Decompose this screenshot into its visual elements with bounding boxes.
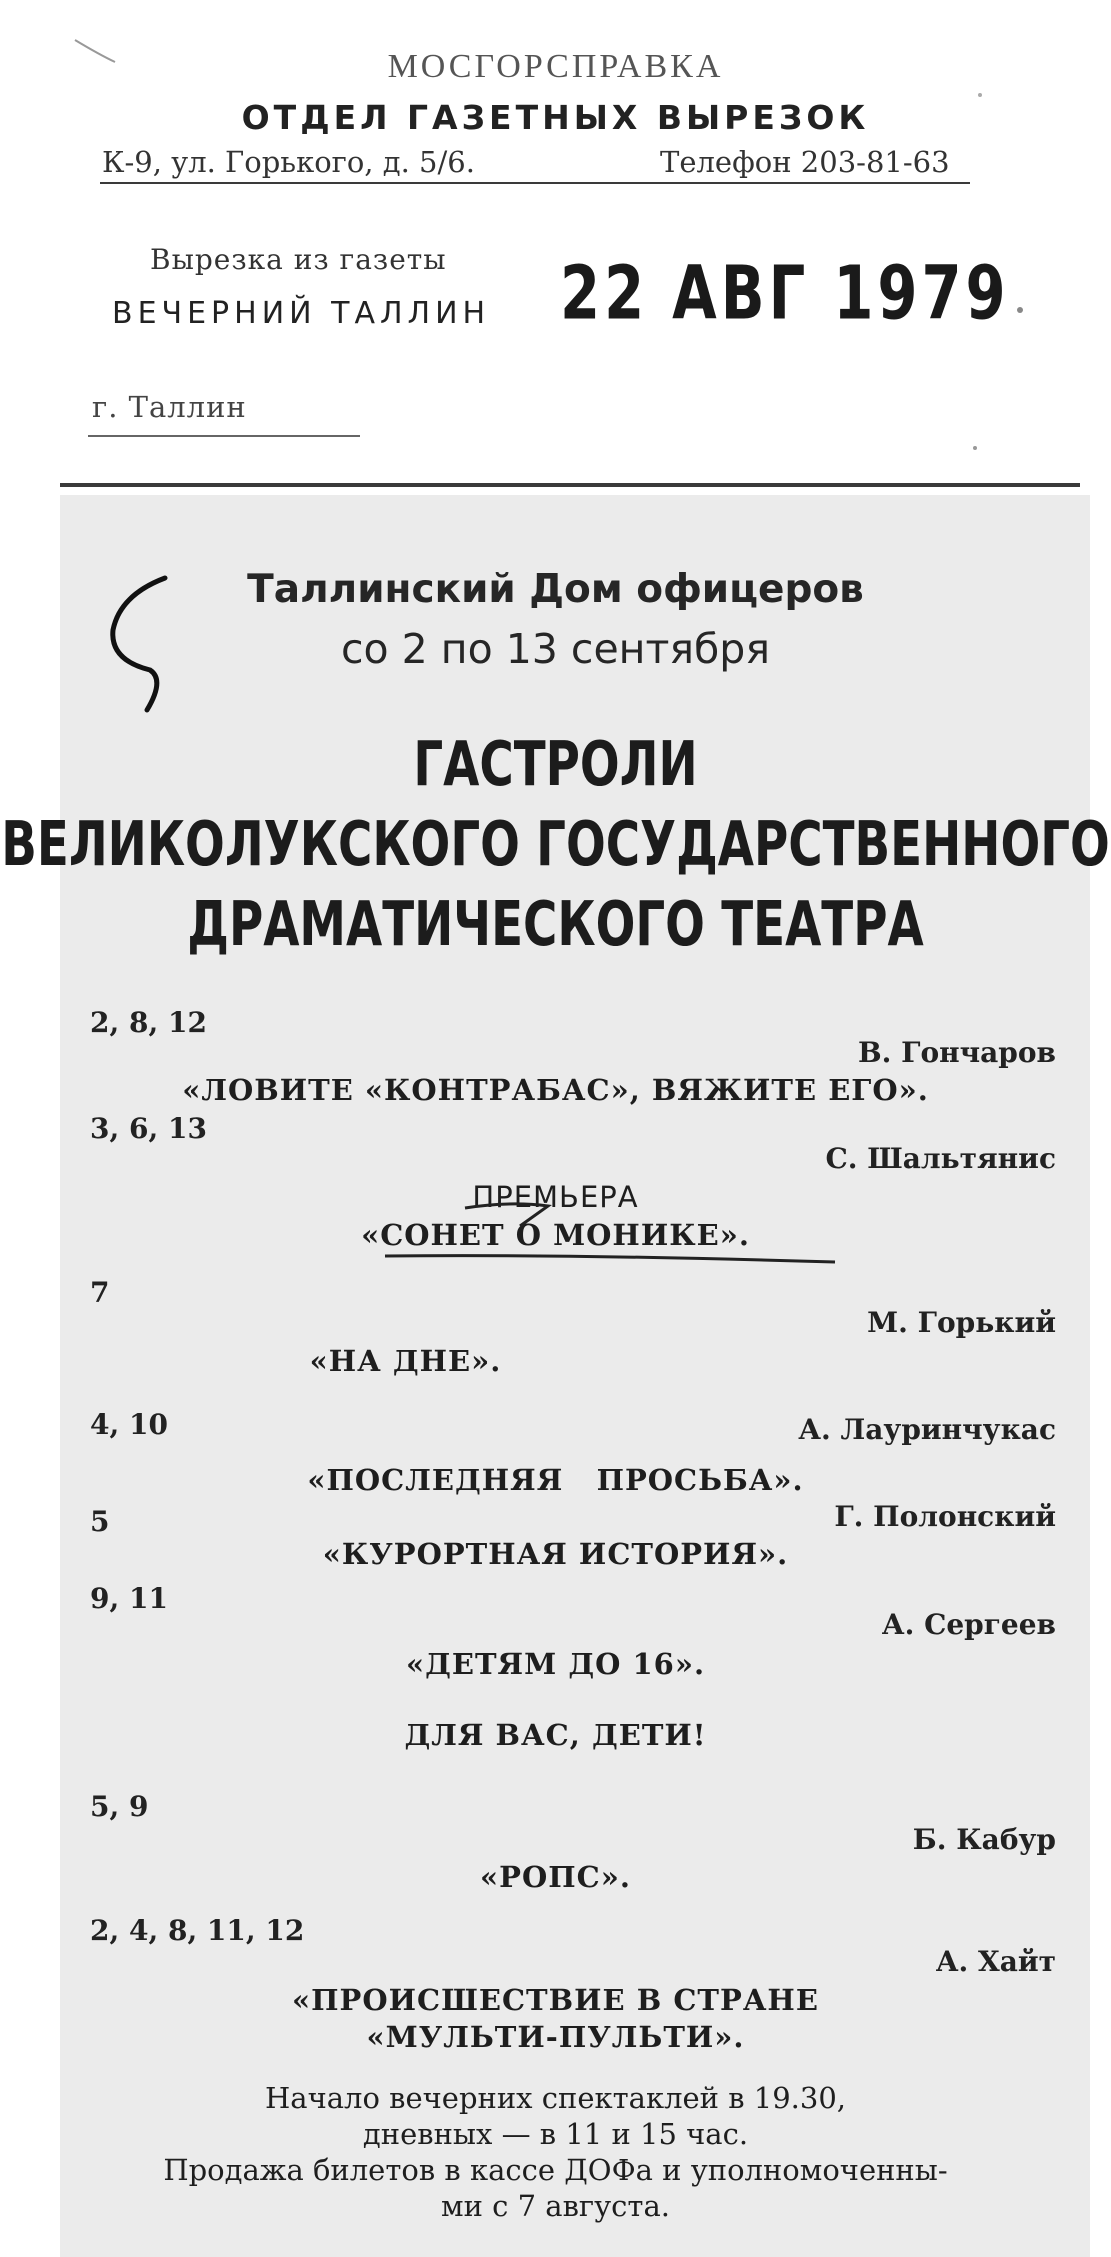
date-stamp: 22 АВГ 1979: [560, 252, 1010, 338]
play-title: «КУРОРТНАЯ ИСТОРИЯ».: [322, 1537, 789, 1571]
play-title: «ДЕТЯМ ДО 16».: [405, 1647, 706, 1681]
play-title: «СОНЕТ О МОНИКЕ».: [361, 1218, 750, 1252]
play-author: М. Горький: [867, 1306, 1056, 1339]
headline-line-3: ДРАМАТИЧЕСКОГО ТЕАТРА: [187, 889, 924, 961]
play-title: «РОПС».: [480, 1860, 631, 1894]
notes-line-3: Продажа билетов в кассе ДОФа и уполномоченны-: [163, 2153, 948, 2187]
notes-line-2: дневных — в 11 и 15 час.: [362, 2117, 749, 2151]
play-author: А. Сергеев: [881, 1608, 1056, 1641]
agency-address: К-9, ул. Горького, д. 5/6.: [102, 145, 475, 179]
play-title: «ЛОВИТЕ «КОНТРАБАС», ВЯЖИТЕ ЕГО».: [182, 1073, 929, 1107]
notes-line-4: ми с 7 августа.: [441, 2189, 670, 2223]
play-days: 4, 10: [90, 1408, 168, 1441]
play-title: «ПОСЛЕДНЯЯ ПРОСЬБА».: [307, 1463, 804, 1497]
play-title-line-2: «МУЛЬТИ-ПУЛЬТИ».: [366, 2020, 745, 2054]
tour-dates: со 2 по 13 сентября: [341, 625, 770, 673]
play-author: Г. Полонский: [834, 1500, 1056, 1533]
venue: Таллинский Дом офицеров: [247, 567, 864, 612]
agency-phone: Телефон 203-81-63: [660, 145, 950, 179]
newspaper-name: ВЕЧЕРНИЙ ТАЛЛИН: [112, 296, 491, 331]
premiere-label: ПРЕМЬЕРА: [472, 1180, 639, 1214]
department-name: ОТДЕЛ ГАЗЕТНЫХ ВЫРЕЗОК: [241, 98, 870, 137]
play-days: 9, 11: [90, 1582, 168, 1615]
play-title-line-1: «ПРОИСШЕСТВИЕ В СТРАНЕ: [292, 1983, 819, 2017]
play-days: 5: [90, 1505, 110, 1538]
play-author: В. Гончаров: [857, 1036, 1056, 1069]
address-rule: [100, 182, 970, 184]
play-days: 2, 8, 12: [90, 1006, 207, 1039]
headline-line-1: ГАСТРОЛИ: [413, 729, 698, 801]
play-title: «НА ДНЕ».: [309, 1344, 502, 1378]
children-heading: ДЛЯ ВАС, ДЕТИ!: [404, 1718, 707, 1752]
notes-line-1: Начало вечерних спектаклей в 19.30,: [265, 2081, 846, 2115]
pen-underline: [370, 1196, 850, 1276]
city-rule: [88, 435, 360, 437]
header-divider: [60, 483, 1080, 487]
play-days: 7: [90, 1276, 110, 1309]
play-author: Б. Кабур: [912, 1823, 1056, 1856]
play-author: С. Шальтянис: [825, 1142, 1056, 1175]
play-author: А. Хайт: [935, 1945, 1056, 1978]
agency-name: МОСГОРСПРАВКА: [387, 48, 724, 85]
play-days: 2, 4, 8, 11, 12: [90, 1914, 305, 1947]
play-days: 5, 9: [90, 1790, 149, 1823]
play-author: А. Лауринчукас: [798, 1413, 1056, 1446]
headline-line-2: ВЕЛИКОЛУКСКОГО ГОСУДАРСТВЕННОГО: [1, 809, 1110, 881]
cut-label: Вырезка из газеты: [150, 243, 447, 276]
city-label: г. Таллин: [92, 390, 247, 424]
play-days: 3, 6, 13: [90, 1112, 207, 1145]
